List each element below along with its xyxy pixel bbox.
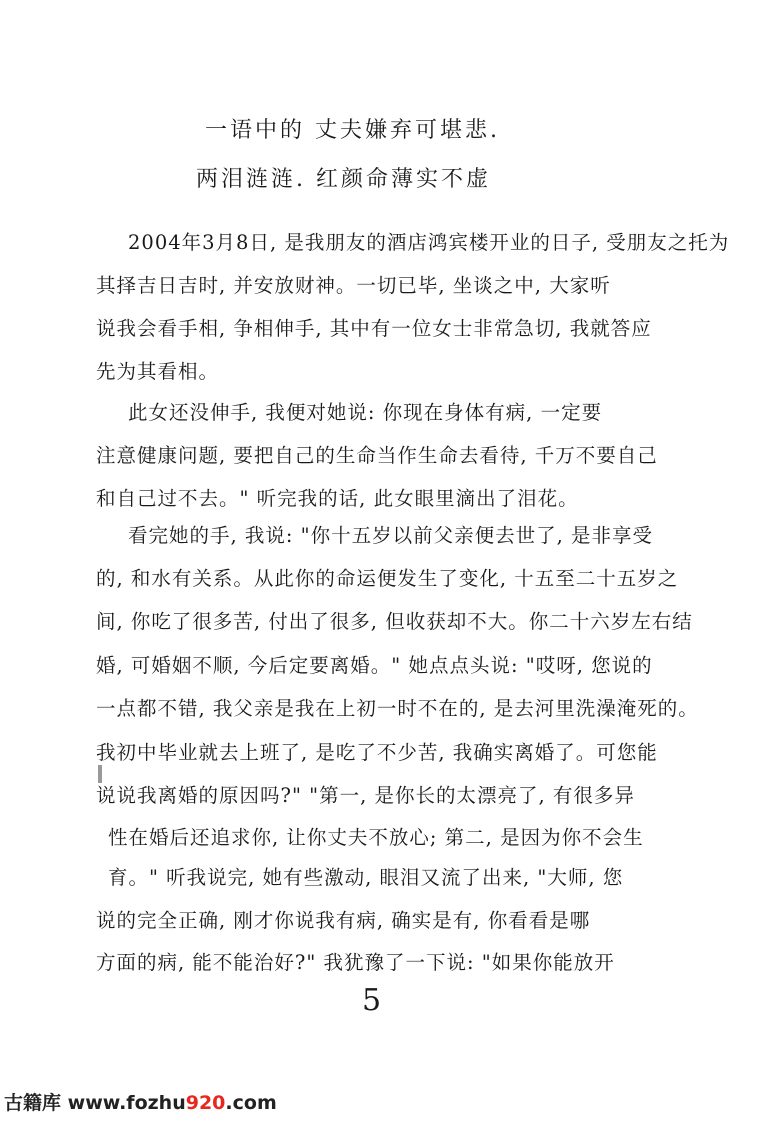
body-line: 方面的病, 能不能治好?" 我犹豫了一下说: "如果你能放开 [96,951,615,974]
watermark-footer [0,1082,300,1122]
body-line: 和自己过不去。" 听完我的话, 此女眼里滴出了泪花。 [96,487,579,510]
body-line: 看完她的手, 我说: "你十五岁以前父亲便去世了, 是非享受 [128,524,654,547]
body-line: 说说我离婚的原因吗?" "第一, 是你长的太漂亮了, 有很多异 [96,784,635,807]
url-suffix: .com [225,1092,277,1114]
body-line: 育。" 听我说完, 她有些激动, 眼泪又流了出来, "大师, 您 [108,866,624,889]
body-line: 间, 你吃了很多苦, 付出了很多, 但收获却不大。你二十六岁左右结 [96,610,693,633]
body-line: 的, 和水有关系。从此你的命运便发生了变化, 十五至二十五岁之 [96,567,679,590]
body-line: 先为其看相。 [96,360,220,383]
title-line-1: 一语中的 丈夫嫌弃可堪悲. [205,118,500,143]
title-line-2: 两泪涟涟. 红颜命薄实不虚 [196,167,491,192]
body-line: 此女还没伸手, 我便对她说: 你现在身体有病, 一定要 [128,401,603,424]
body-line: 说的完全正确, 刚才你说我有病, 确实是有, 你看看是哪 [96,909,591,932]
body-line: 我初中毕业就去上班了, 是吃了不少苦, 我确实离婚了。可您能 [96,741,658,764]
url-highlight: 920 [185,1092,226,1114]
body-line: 注意健康问题, 要把自己的生命当作生命去看待, 千万不要自己 [96,444,658,467]
url-prefix: www.fozhu [67,1092,186,1114]
body-line: 2004年3月8日, 是我朋友的酒店鸿宾楼开业的日子, 受朋友之托为 [128,231,730,254]
site-name: 古籍库 [4,1092,62,1114]
body-line: 说我会看手相, 争相伸手, 其中有一位女士非常急切, 我就答应 [96,317,652,340]
body-line: 性在婚后还追求你, 让你丈夫不放心; 第二, 是因为你不会生 [108,826,644,849]
body-line: 其择吉日吉时, 并安放财神。一切已毕, 坐谈之中, 大家听 [96,274,611,297]
body-line: 婚, 可婚姻不顺, 今后定要离婚。" 她点点头说: "哎呀, 您说的 [96,654,653,677]
watermark-text [4,1088,277,1115]
body-line: 一点都不错, 我父亲是我在上初一时不在的, 是去河里洗澡淹死的。 [96,697,699,720]
page-number: 5 [362,983,382,1018]
